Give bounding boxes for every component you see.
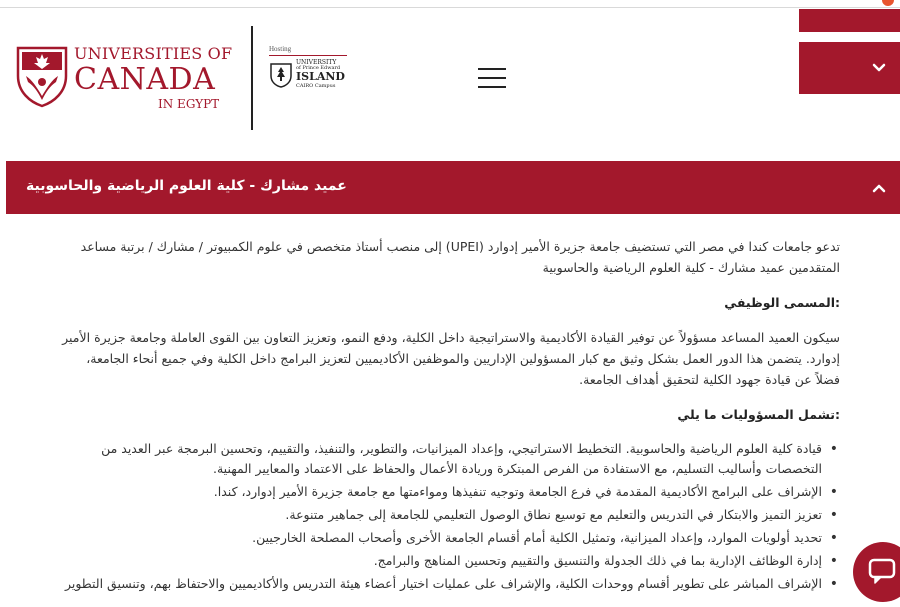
logo-line-3: IN EGYPT (158, 97, 220, 111)
hamburger-menu-icon[interactable] (478, 68, 506, 90)
chat-icon (867, 556, 897, 586)
hamburger-bar (478, 77, 506, 79)
accordion-header[interactable] (6, 161, 900, 214)
dropdown-toggle-button[interactable] (799, 42, 900, 94)
chevron-up-icon (871, 181, 887, 195)
hamburger-bar (478, 86, 506, 88)
logo-line-2: CANADA (74, 62, 216, 97)
chevron-down-icon (872, 61, 886, 75)
summary-paragraph: سيكون العميد المساعد مسؤولاً عن توفير القيادة الأكاديمية والاستراتيجية داخل الكلية، ودفع النمو، وتعزيز التعاون بين القوى العاملة وجامعة جزيرة الأمير إدوارد. يتضمن هذا الدور العمل بشكل وثيق مع كبار المسؤولين الإداريين والموظفين الأكاديميين لتعزيز البرامج داخل الكلية وفي جميع أنحاء الجامعة، فضلاً عن قيادة جهود الكلية لتحقيق أهداف الجامعة. (62, 330, 840, 387)
upei-line-3: ISLAND (296, 70, 345, 83)
upei-line-2: of Prince Edward (296, 65, 341, 71)
chat-button[interactable] (853, 542, 900, 602)
upei-crest-icon (269, 62, 293, 88)
list-item: • قيادة كلية العلوم الرياضية والحاسوبية. التخطيط الاستراتيجي، وإعداد الميزانيات، والتطوير، والتنفيذ، والتقييم، وتحسين البرمجة عبر العديد من التخصصات وأساليب التسليم، مع الاستفادة من الفرص المبتكرة وريادة الأعمال والحفاظ على الاعتماد والمعايير المهنية. (60, 439, 840, 479)
intro-paragraph: تدعو جامعات كندا في مصر التي تستضيف جامعة جزيرة الأمير إدوارد (UPEI) إلى منصب أستاذ متخصص في علوم الكمبيوتر / مشارك / برتبة مساعد المتقدمين عميد مشارك - كلية العلوم الرياضية والحاسوبية (80, 239, 840, 275)
job-title-heading: :المسمى الوظيفي (724, 295, 840, 310)
job-description (60, 236, 840, 597)
list-item: • الإشراف المباشر على تطوير أقسام ووحدات الكلية، والإشراف على عمليات اختيار أعضاء هيئة التدريس والأكاديميين والاحتفاظ بهم، وتنسيق التطوير (60, 574, 840, 594)
logo-divider (251, 26, 253, 130)
maple-leaf-shield-icon (16, 46, 68, 108)
upei-line-1: UNIVERSITY (296, 59, 337, 66)
top-border (0, 0, 900, 8)
top-red-tab[interactable] (799, 9, 900, 32)
upei-line-4: CAIRO Campus (296, 83, 336, 89)
hamburger-bar (478, 68, 506, 70)
list-item: • تحديد أولويات الموارد، وإعداد الميزانية، وتمثيل الكلية أمام أقسام الجامعة الأخرى وأصحاب المصلحة الخارجيين. (60, 528, 840, 548)
list-item: • إدارة الوظائف الإدارية بما في ذلك الجدولة والتنسيق والتقييم وتحسين المناهج والبرامج. (60, 551, 840, 571)
notification-dot (882, 0, 894, 6)
responsibilities-list (60, 439, 840, 594)
hosting-upei-logo[interactable] (269, 45, 353, 89)
hosting-rule (269, 55, 347, 56)
list-item: • الإشراف على البرامج الأكاديمية المقدمة في فرع الجامعة وتوجيه تنفيذها ومواءمتها مع جامعة جزيرة الأمير إدوارد، كندا. (60, 482, 840, 502)
hosting-label: Hosting (269, 45, 292, 53)
list-item: • تعزيز التميز والابتكار في التدريس والتعليم مع توسيع نطاق الوصول التعليمي للجامعة إلى جماهير متنوعة. (60, 505, 840, 525)
accordion-title: عميد مشارك - كلية العلوم الرياضية والحاسوبية (26, 178, 347, 194)
responsibilities-heading: :تشمل المسؤوليات ما يلي (677, 407, 840, 422)
logo-line-1: UNIVERSITIES OF (74, 44, 233, 63)
